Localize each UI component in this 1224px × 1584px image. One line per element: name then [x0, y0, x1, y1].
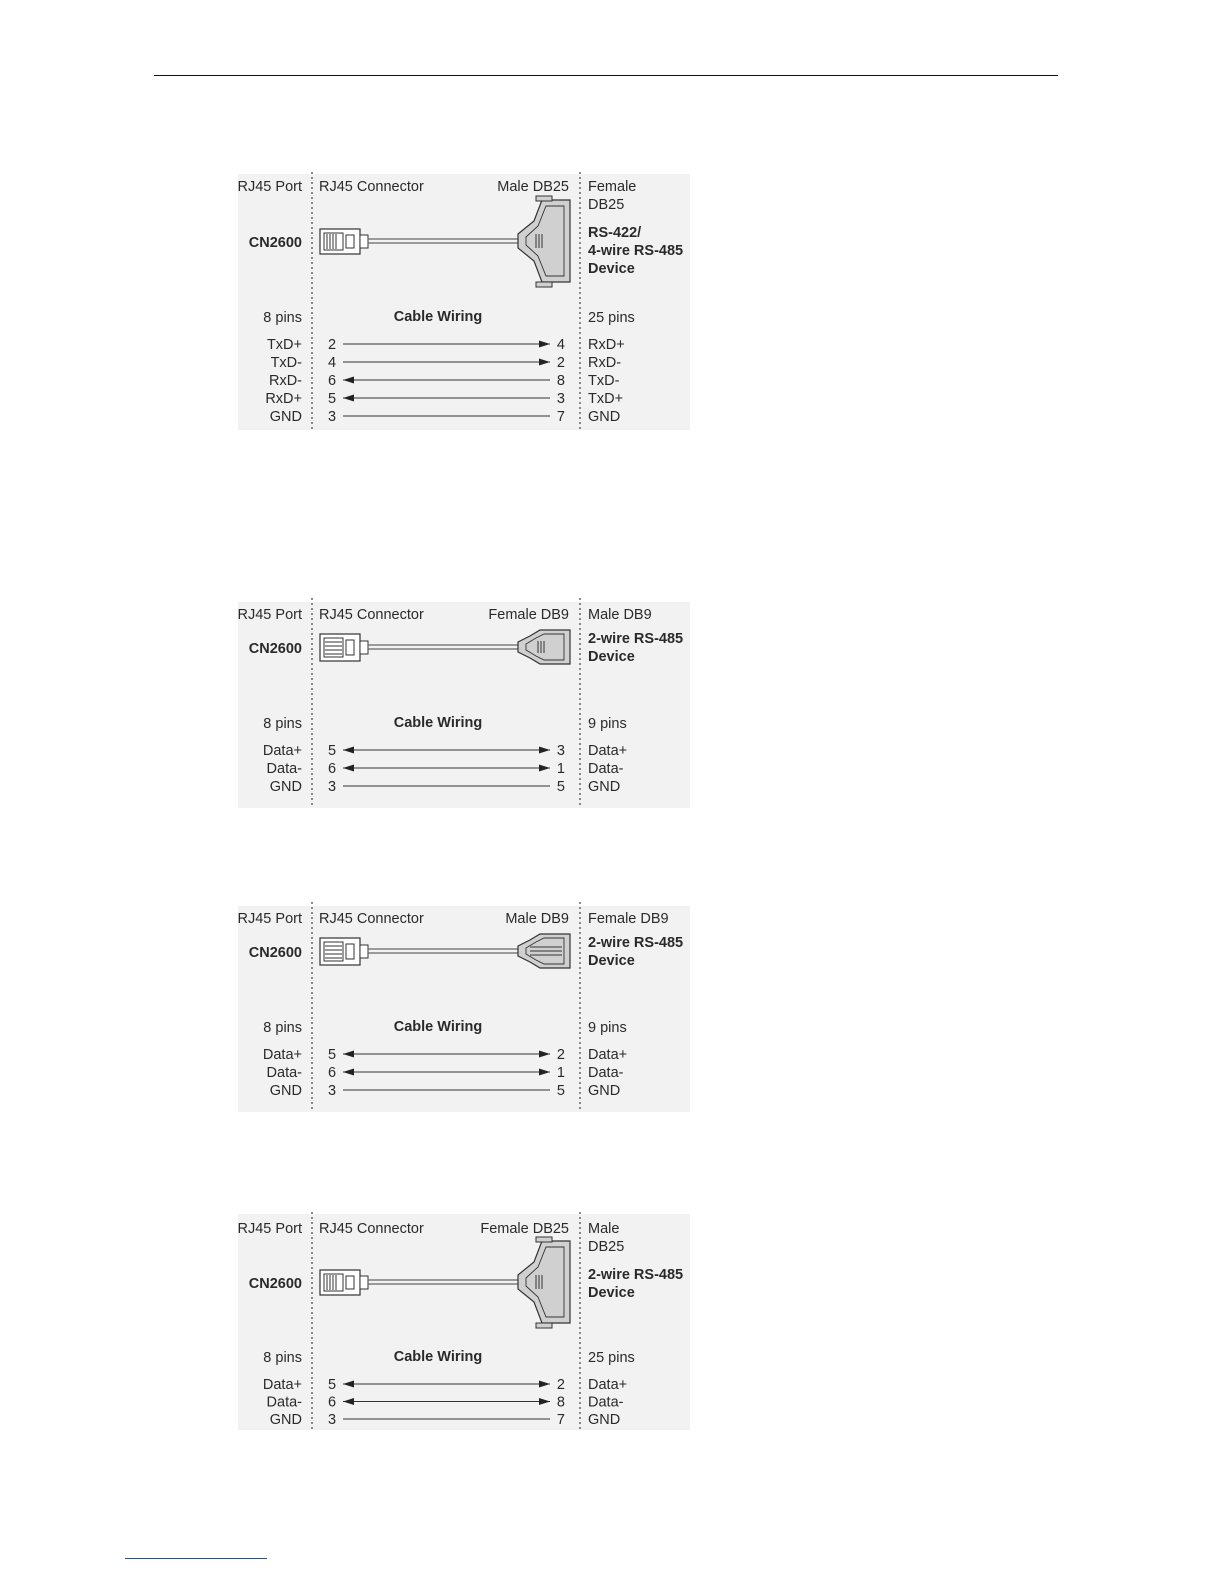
- connector-label: RJ45 Connector: [319, 179, 424, 195]
- diagram-canvas: [230, 172, 700, 434]
- left-pin-number: 5: [328, 743, 337, 759]
- right-pins-label: 25 pins: [588, 1350, 635, 1366]
- diagram-canvas: [230, 1212, 700, 1434]
- device-desc-line-2: Device: [588, 953, 635, 969]
- header-rule: [154, 75, 1058, 76]
- wiring-title: Cable Wiring: [393, 1349, 483, 1365]
- right-signal-label: TxD-: [588, 373, 620, 389]
- device-name: CN2600: [248, 1276, 302, 1292]
- right-signal-label: TxD+: [588, 391, 624, 407]
- wiring-diagram-db25-2wire: [230, 1212, 700, 1434]
- left-signal-label: RxD+: [265, 391, 302, 407]
- right-pin-number: 3: [556, 391, 565, 407]
- left-signal-label: TxD-: [270, 355, 302, 371]
- device-desc-line-2: 4-wire RS-485: [588, 243, 684, 259]
- left-signal-label: Data+: [262, 1047, 302, 1063]
- left-port-label: RJ45 Port: [237, 179, 302, 195]
- right-signal-label: Data+: [588, 1377, 628, 1393]
- device-name: CN2600: [248, 945, 302, 961]
- left-signal-label: Data-: [266, 1065, 302, 1081]
- device-connector-line-2: DB25: [588, 197, 625, 213]
- left-signal-label: RxD-: [268, 373, 302, 389]
- left-pins-label: 8 pins: [263, 716, 302, 732]
- right-signal-label: Data-: [588, 1394, 624, 1411]
- left-pin-number: 3: [328, 1083, 337, 1099]
- left-pin-number: 5: [328, 1047, 337, 1063]
- right-signal-label: Data+: [588, 1047, 628, 1063]
- right-pin-number: 8: [556, 373, 565, 389]
- right-signal-label: RxD+: [588, 337, 625, 353]
- right-pin-number: 1: [556, 1065, 565, 1081]
- right-pin-number: 8: [556, 1394, 565, 1411]
- left-pin-number: 6: [328, 1394, 337, 1411]
- device-name: CN2600: [248, 235, 302, 251]
- right-pin-number: 7: [556, 1412, 565, 1428]
- connector-label: RJ45 Connector: [319, 911, 424, 927]
- left-pin-number: 4: [328, 355, 337, 371]
- right-pin-number: 2: [556, 1377, 565, 1393]
- left-pin-number: 6: [328, 761, 337, 777]
- device-connector-line-2: DB25: [588, 1239, 625, 1255]
- right-signal-label: Data+: [588, 743, 628, 759]
- right-pin-number: 1: [556, 761, 565, 777]
- right-signal-label: GND: [588, 409, 621, 425]
- right-signal-label: RxD-: [588, 355, 622, 371]
- footer-link-underline: [125, 1558, 267, 1559]
- left-port-label: RJ45 Port: [237, 607, 302, 623]
- device-name: CN2600: [248, 641, 302, 657]
- device-desc-line-2: Device: [588, 649, 635, 665]
- left-signal-label: Data+: [262, 743, 302, 759]
- left-pin-number: 6: [328, 373, 337, 389]
- left-pin-number: 3: [328, 779, 337, 795]
- diagram-canvas: [230, 902, 700, 1114]
- wiring-title: Cable Wiring: [393, 309, 483, 325]
- connector-label: RJ45 Connector: [319, 1221, 424, 1237]
- right-pin-number: 7: [556, 409, 565, 425]
- right-pin-number: 5: [556, 779, 565, 795]
- cable-end-label: Male DB9: [505, 911, 569, 927]
- device-connector-line-1: Male: [588, 1221, 620, 1237]
- left-pin-number: 2: [328, 337, 337, 353]
- cable-end-label: Male DB25: [497, 179, 569, 195]
- right-pin-number: 5: [556, 1083, 565, 1099]
- left-pin-number: 5: [328, 391, 337, 407]
- left-signal-label: GND: [269, 1083, 302, 1099]
- left-pin-number: 5: [328, 1377, 337, 1393]
- cable-end-label: Female DB9: [488, 607, 569, 623]
- right-signal-label: GND: [588, 1412, 621, 1428]
- left-signal-label: GND: [269, 779, 302, 795]
- left-pin-number: 3: [328, 1412, 337, 1428]
- left-pins-label: 8 pins: [263, 310, 302, 326]
- right-signal-label: GND: [588, 779, 621, 795]
- right-pins-label: 9 pins: [588, 716, 627, 732]
- wiring-title: Cable Wiring: [393, 1019, 483, 1035]
- left-signal-label: TxD+: [266, 337, 302, 353]
- right-pin-number: 4: [556, 337, 565, 353]
- right-pins-label: 9 pins: [588, 1020, 627, 1036]
- wiring-diagram-db9-female: [230, 598, 700, 810]
- connector-label: RJ45 Connector: [319, 607, 424, 623]
- device-desc-line-1: RS-422/: [588, 225, 642, 241]
- left-signal-label: Data-: [266, 1394, 302, 1411]
- right-pins-label: 25 pins: [588, 310, 635, 326]
- left-pins-label: 8 pins: [263, 1350, 302, 1366]
- right-pin-number: 2: [556, 355, 565, 371]
- device-connector-line-1: Female DB9: [588, 911, 669, 927]
- left-port-label: RJ45 Port: [237, 1221, 302, 1237]
- right-pin-number: 2: [556, 1047, 565, 1063]
- device-desc-line-1: 2-wire RS-485: [588, 1267, 684, 1283]
- wiring-diagram-db25-rs422: [230, 172, 700, 434]
- left-port-label: RJ45 Port: [237, 911, 302, 927]
- right-pin-number: 3: [556, 743, 565, 759]
- cable-end-label: Female DB25: [480, 1221, 569, 1237]
- wiring-diagram-db9-male: [230, 902, 700, 1114]
- left-signal-label: Data+: [262, 1377, 302, 1393]
- device-desc-line-1: 2-wire RS-485: [588, 631, 684, 647]
- wiring-title: Cable Wiring: [393, 715, 483, 731]
- device-desc-line-3: Device: [588, 261, 635, 277]
- diagram-canvas: [230, 598, 700, 810]
- device-desc-line-1: 2-wire RS-485: [588, 935, 684, 951]
- device-desc-line-2: Device: [588, 1285, 635, 1301]
- right-signal-label: Data-: [588, 761, 624, 777]
- left-pin-number: 3: [328, 409, 337, 425]
- device-connector-line-1: Female: [588, 179, 637, 195]
- device-connector-line-1: Male DB9: [588, 607, 652, 623]
- left-pin-number: 6: [328, 1065, 337, 1081]
- left-pins-label: 8 pins: [263, 1020, 302, 1036]
- right-signal-label: Data-: [588, 1065, 624, 1081]
- left-signal-label: GND: [269, 409, 302, 425]
- right-signal-label: GND: [588, 1083, 621, 1099]
- left-signal-label: GND: [269, 1412, 302, 1428]
- left-signal-label: Data-: [266, 761, 302, 777]
